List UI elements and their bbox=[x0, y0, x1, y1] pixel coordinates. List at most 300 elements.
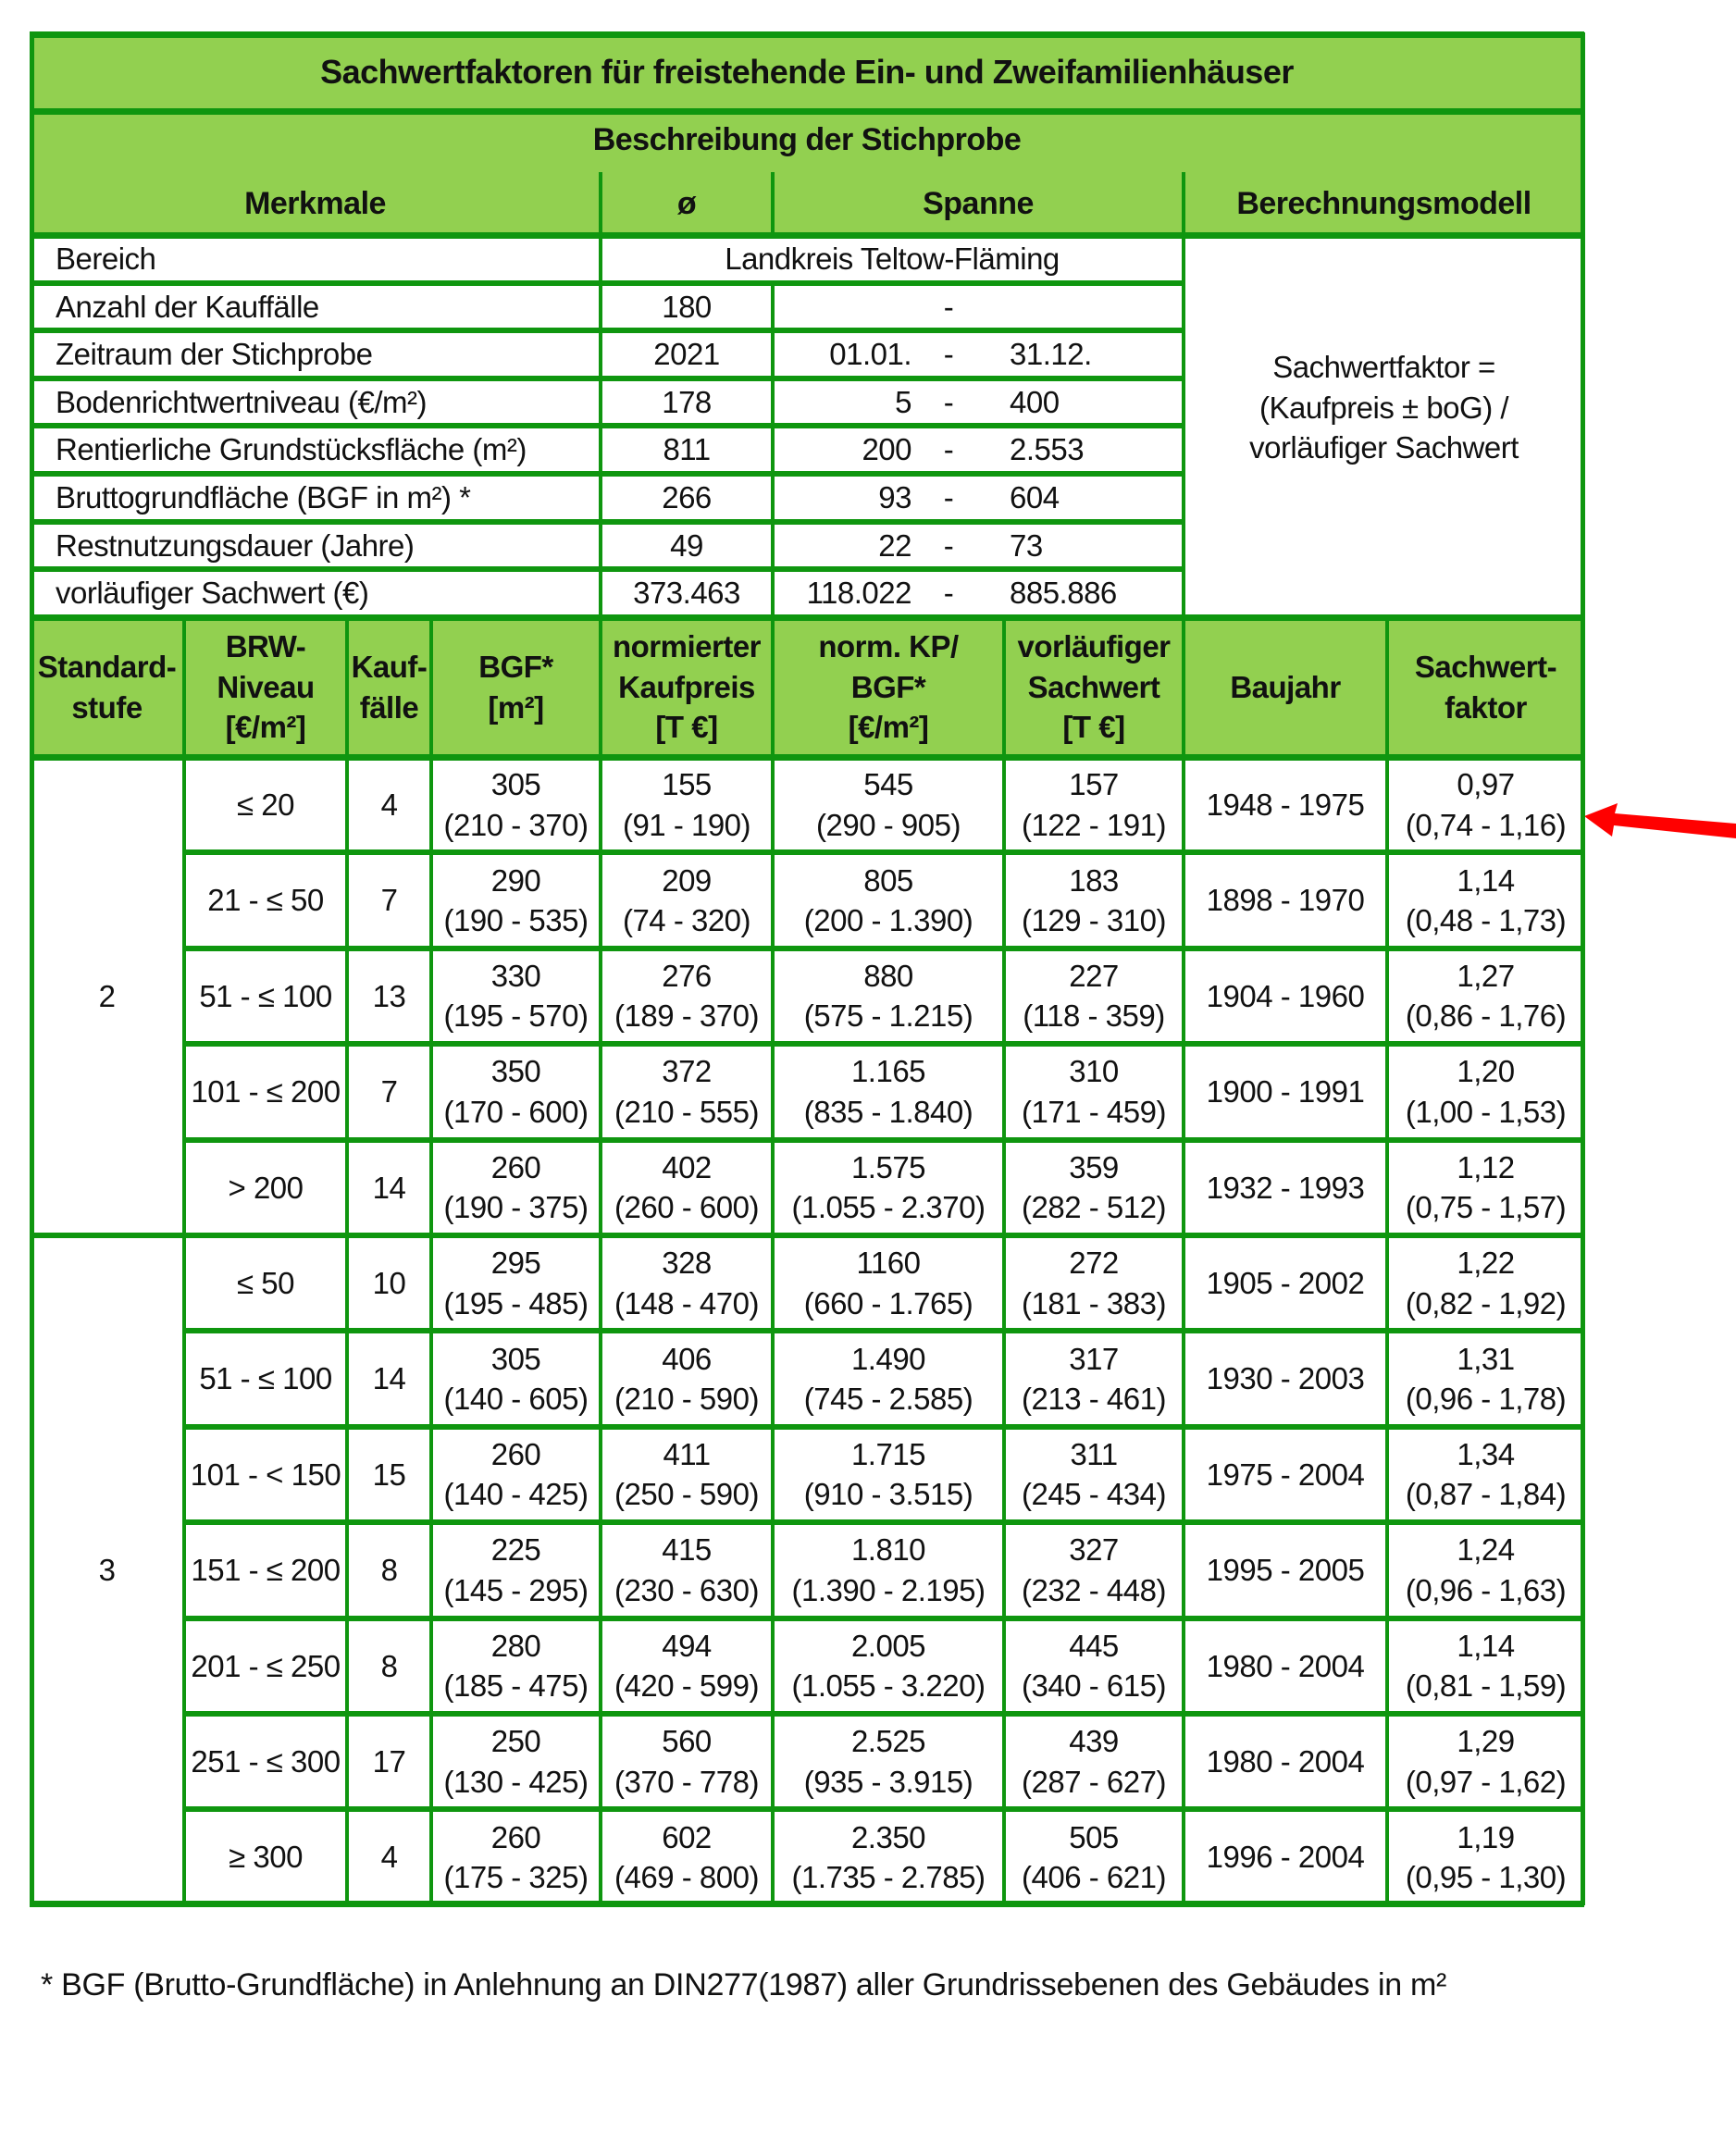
preliminary-value-cell bbox=[1004, 1331, 1184, 1426]
range-separator-text: - bbox=[943, 576, 954, 611]
price-per-bgf-cell bbox=[773, 1714, 1004, 1809]
column-header bbox=[1004, 617, 1184, 757]
sachwert-factor-mean: 1,22 bbox=[1457, 1246, 1515, 1281]
range-to-text: 604 bbox=[1010, 480, 1060, 515]
sample-description-text: Beschreibung der Stichprobe bbox=[592, 121, 1022, 157]
normalized-price-cell bbox=[601, 1714, 773, 1809]
sachwert-factor-cell bbox=[1387, 852, 1584, 948]
sales-count-cell bbox=[347, 1427, 431, 1522]
price-per-bgf-cell bbox=[773, 1331, 1004, 1426]
normalized-price-range: (189 - 370) bbox=[614, 998, 759, 1034]
bgf-cell bbox=[431, 1809, 601, 1904]
normalized-price-range: (250 - 590) bbox=[614, 1477, 759, 1512]
model-formula-line: Sachwertfaktor = bbox=[1272, 350, 1495, 385]
normalized-price-mean: 411 bbox=[663, 1436, 711, 1471]
sample-row-average bbox=[601, 426, 773, 474]
bgf-cell bbox=[431, 1618, 601, 1714]
price-per-bgf-cell bbox=[773, 757, 1004, 852]
range-to-text: 400 bbox=[1010, 384, 1060, 419]
normalized-price-mean: 415 bbox=[662, 1532, 712, 1568]
range-from-text: 22 bbox=[878, 527, 911, 563]
preliminary-value-range: (122 - 191) bbox=[1022, 807, 1166, 842]
column-header-line: [T €] bbox=[655, 710, 718, 745]
bgf-range: (145 - 295) bbox=[443, 1572, 589, 1607]
bgf-mean: 260 bbox=[490, 1819, 541, 1854]
brw-level-value: ≤ 20 bbox=[237, 787, 294, 822]
calculation-model-cell bbox=[1184, 235, 1584, 617]
price-per-bgf-range: (1.390 - 2.195) bbox=[791, 1572, 986, 1607]
grid-line bbox=[599, 617, 602, 1905]
sales-count-cell bbox=[347, 949, 431, 1044]
grid-line bbox=[30, 108, 1584, 115]
header-average bbox=[601, 172, 773, 235]
price-per-bgf-cell bbox=[773, 1235, 1004, 1331]
column-header-line: Niveau bbox=[217, 669, 315, 704]
sample-row-label bbox=[30, 378, 601, 427]
normalized-price-range: (469 - 800) bbox=[614, 1860, 759, 1895]
sachwert-factor-range: (0,82 - 1,92) bbox=[1405, 1285, 1567, 1320]
bgf-mean: 305 bbox=[490, 767, 541, 802]
sample-range-separator bbox=[921, 378, 976, 427]
bgf-range: (195 - 485) bbox=[443, 1285, 589, 1320]
sachwert-factor-mean: 1,24 bbox=[1457, 1532, 1515, 1568]
sachwert-factor-range: (0,95 - 1,30) bbox=[1405, 1860, 1567, 1895]
price-per-bgf-range: (745 - 2.585) bbox=[803, 1382, 973, 1417]
sample-average-text: 373.463 bbox=[633, 576, 740, 611]
brw-level-value: 101 - ≤ 200 bbox=[191, 1074, 341, 1110]
normalized-price-range: (210 - 590) bbox=[614, 1382, 759, 1417]
brw-level-cell bbox=[184, 1809, 347, 1904]
sample-row-label bbox=[30, 235, 601, 283]
grid-line bbox=[30, 519, 1184, 525]
price-per-bgf-range: (660 - 1.765) bbox=[803, 1285, 973, 1320]
brw-level-cell bbox=[184, 1618, 347, 1714]
sachwert-factor-cell bbox=[1387, 1714, 1584, 1809]
brw-level-value: 51 - ≤ 100 bbox=[199, 978, 332, 1013]
bgf-mean: 350 bbox=[490, 1054, 541, 1089]
normalized-price-cell bbox=[601, 1427, 773, 1522]
price-per-bgf-mean: 2.350 bbox=[850, 1819, 926, 1854]
normalized-price-cell bbox=[601, 852, 773, 948]
preliminary-value-range: (406 - 621) bbox=[1022, 1860, 1166, 1895]
sales-count-value: 14 bbox=[372, 1361, 406, 1396]
sachwert-factor-mean: 1,31 bbox=[1457, 1341, 1515, 1376]
normalized-price-cell bbox=[601, 1618, 773, 1714]
sachwert-factor-mean: 1,14 bbox=[1457, 1628, 1515, 1663]
grid-line bbox=[30, 1901, 1584, 1907]
sales-count-value: 7 bbox=[380, 883, 398, 918]
construction-year-cell bbox=[1184, 1714, 1387, 1809]
normalized-price-cell bbox=[601, 1522, 773, 1618]
bgf-mean: 260 bbox=[490, 1436, 541, 1471]
standard-level-value: 3 bbox=[98, 1553, 116, 1588]
price-per-bgf-mean: 805 bbox=[863, 862, 913, 898]
sales-count-value: 13 bbox=[372, 978, 406, 1013]
sales-count-cell bbox=[347, 852, 431, 948]
bgf-cell bbox=[431, 1331, 601, 1426]
header-range bbox=[773, 172, 1184, 235]
sample-row-label bbox=[30, 426, 601, 474]
price-per-bgf-cell bbox=[773, 1809, 1004, 1904]
normalized-price-cell bbox=[601, 949, 773, 1044]
grid-line bbox=[184, 1137, 1584, 1143]
bgf-cell bbox=[431, 1714, 601, 1809]
sachwert-factor-mean: 1,12 bbox=[1457, 1149, 1515, 1184]
preliminary-value-cell bbox=[1004, 852, 1184, 948]
sachwert-factor-mean: 0,97 bbox=[1457, 767, 1515, 802]
construction-year-cell bbox=[1184, 1235, 1387, 1331]
sales-count-cell bbox=[347, 1331, 431, 1426]
sample-label-text: vorläufiger Sachwert (€) bbox=[56, 576, 369, 611]
bgf-cell bbox=[431, 1140, 601, 1235]
sample-row-average bbox=[601, 474, 773, 522]
price-per-bgf-range: (290 - 905) bbox=[816, 807, 961, 842]
sachwert-factor-cell bbox=[1387, 1427, 1584, 1522]
bgf-range: (195 - 570) bbox=[443, 998, 589, 1034]
sample-range-separator bbox=[921, 330, 976, 378]
sample-average-text: 49 bbox=[670, 527, 703, 563]
column-header-line: Sachwert bbox=[1027, 669, 1160, 704]
normalized-price-range: (260 - 600) bbox=[614, 1190, 759, 1225]
sachwert-factor-cell bbox=[1387, 1809, 1584, 1904]
sample-row-label bbox=[30, 283, 601, 331]
brw-level-value: 51 - ≤ 100 bbox=[199, 1361, 332, 1396]
sachwert-factor-mean: 1,27 bbox=[1457, 958, 1515, 993]
range-separator-text: - bbox=[943, 480, 954, 515]
grid-line bbox=[184, 1519, 1584, 1525]
price-per-bgf-range: (575 - 1.215) bbox=[803, 998, 973, 1034]
bgf-range: (130 - 425) bbox=[443, 1764, 589, 1799]
grid-line bbox=[184, 1424, 1584, 1430]
sample-average-text: 2021 bbox=[653, 337, 720, 372]
range-from-text: 5 bbox=[895, 384, 911, 419]
sales-count-cell bbox=[347, 1044, 431, 1139]
price-per-bgf-cell bbox=[773, 1427, 1004, 1522]
construction-year-cell bbox=[1184, 949, 1387, 1044]
sales-count-value: 4 bbox=[380, 1840, 398, 1875]
sample-range-to bbox=[976, 330, 1184, 378]
table-title-text: Sachwertfaktoren für freistehende Ein- und Zweifamilienhäuser bbox=[320, 52, 1294, 91]
sales-count-value: 14 bbox=[372, 1170, 406, 1205]
model-formula-line: vorläufiger Sachwert bbox=[1249, 430, 1519, 465]
sample-range-from bbox=[773, 330, 921, 378]
bgf-range: (185 - 475) bbox=[443, 1668, 589, 1704]
header-average-text: ø bbox=[676, 185, 697, 221]
price-per-bgf-mean: 2.525 bbox=[850, 1724, 926, 1759]
column-header-line: Standard- bbox=[37, 649, 177, 684]
column-header-line: vorläufiger bbox=[1017, 629, 1171, 664]
footnote: * BGF (Brutto-Grundfläche) in Anlehnung an DIN277(1987) aller Grundrissebenen des Gebäudes in m² bbox=[41, 1967, 1447, 2002]
sample-range-from bbox=[773, 474, 921, 522]
brw-level-cell bbox=[184, 949, 347, 1044]
preliminary-value-mean: 272 bbox=[1069, 1246, 1119, 1281]
grid-line bbox=[30, 31, 1584, 38]
normalized-price-mean: 276 bbox=[662, 958, 712, 993]
column-header-line: norm. KP/ bbox=[818, 629, 959, 664]
sample-range-to bbox=[976, 426, 1184, 474]
sample-range-to bbox=[976, 474, 1184, 522]
standard-level-cell bbox=[30, 1235, 184, 1905]
sample-range-to bbox=[976, 378, 1184, 427]
sample-range-from bbox=[773, 522, 921, 570]
normalized-price-mean: 155 bbox=[662, 767, 712, 802]
column-header-line: Sachwert- bbox=[1414, 649, 1557, 684]
price-per-bgf-mean: 880 bbox=[863, 958, 913, 993]
preliminary-value-cell bbox=[1004, 949, 1184, 1044]
header-range-text: Spanne bbox=[923, 185, 1034, 221]
brw-level-cell bbox=[184, 852, 347, 948]
grid-line bbox=[345, 617, 349, 1905]
price-per-bgf-range: (1.735 - 2.785) bbox=[791, 1860, 986, 1895]
brw-level-value: 151 - ≤ 200 bbox=[191, 1553, 341, 1588]
sample-label-text: Bereich bbox=[56, 242, 156, 277]
column-header-line: Baujahr bbox=[1230, 669, 1341, 704]
construction-year-cell bbox=[1184, 1140, 1387, 1235]
standard-level-cell bbox=[30, 757, 184, 1235]
price-per-bgf-mean: 1160 bbox=[856, 1246, 921, 1281]
construction-year-cell bbox=[1184, 757, 1387, 852]
sales-count-cell bbox=[347, 1235, 431, 1331]
sample-label-text: Bruttogrundfläche (BGF in m²) * bbox=[56, 480, 471, 515]
grid-line bbox=[184, 1328, 1584, 1333]
header-features bbox=[30, 172, 601, 235]
sachwert-factor-mean: 1,34 bbox=[1457, 1436, 1515, 1471]
table-title bbox=[30, 32, 1584, 111]
bgf-cell bbox=[431, 949, 601, 1044]
preliminary-value-cell bbox=[1004, 1235, 1184, 1331]
normalized-price-cell bbox=[601, 1140, 773, 1235]
preliminary-value-range: (213 - 461) bbox=[1022, 1382, 1166, 1417]
sample-label-text: Zeitraum der Stichprobe bbox=[56, 337, 373, 372]
construction-year-value: 1975 - 2004 bbox=[1206, 1457, 1365, 1492]
range-separator-text: - bbox=[943, 337, 954, 372]
sample-range-separator bbox=[921, 569, 976, 617]
bgf-mean: 250 bbox=[490, 1724, 541, 1759]
brw-level-value: > 200 bbox=[228, 1170, 304, 1205]
column-header-line: BRW- bbox=[225, 629, 306, 664]
sachwert-factor-cell bbox=[1387, 1044, 1584, 1139]
column-header-line: faktor bbox=[1445, 689, 1527, 725]
header-model bbox=[1184, 172, 1584, 235]
grid-line bbox=[30, 614, 1584, 621]
sachwert-factor-cell bbox=[1387, 1235, 1584, 1331]
sample-average-text: 811 bbox=[663, 432, 711, 467]
brw-level-cell bbox=[184, 1427, 347, 1522]
brw-level-cell bbox=[184, 757, 347, 852]
construction-year-cell bbox=[1184, 1427, 1387, 1522]
header-model-text: Berechnungsmodell bbox=[1236, 185, 1531, 221]
bgf-cell bbox=[431, 1235, 601, 1331]
brw-level-cell bbox=[184, 1714, 347, 1809]
construction-year-value: 1980 - 2004 bbox=[1206, 1648, 1365, 1683]
sample-range-separator bbox=[921, 522, 976, 570]
brw-level-cell bbox=[184, 1235, 347, 1331]
range-separator-text: - bbox=[943, 384, 954, 419]
brw-level-value: ≥ 300 bbox=[229, 1840, 303, 1875]
range-from-text: 01.01. bbox=[829, 337, 911, 372]
grid-line bbox=[1182, 617, 1185, 1905]
sales-count-cell bbox=[347, 1809, 431, 1904]
sales-count-cell bbox=[347, 1522, 431, 1618]
column-header-line: stufe bbox=[71, 689, 143, 725]
column-header-line: fälle bbox=[359, 689, 419, 725]
brw-level-value: 201 - ≤ 250 bbox=[191, 1648, 341, 1683]
grid-line bbox=[184, 1041, 1584, 1047]
bgf-range: (140 - 605) bbox=[443, 1382, 589, 1417]
grid-line bbox=[1182, 172, 1185, 617]
preliminary-value-range: (232 - 448) bbox=[1022, 1572, 1166, 1607]
sample-average-text: 178 bbox=[662, 384, 712, 419]
sachwert-factor-range: (0,74 - 1,16) bbox=[1405, 807, 1567, 842]
preliminary-value-cell bbox=[1004, 1427, 1184, 1522]
construction-year-value: 1932 - 1993 bbox=[1206, 1170, 1365, 1205]
column-header bbox=[30, 617, 184, 757]
column-header-line: BGF* bbox=[478, 649, 553, 684]
sample-range-from bbox=[773, 426, 921, 474]
sachwert-factor-range: (0,87 - 1,84) bbox=[1405, 1477, 1567, 1512]
grid-line bbox=[771, 283, 775, 617]
normalized-price-cell bbox=[601, 1331, 773, 1426]
grid-line bbox=[1002, 617, 1006, 1905]
preliminary-value-cell bbox=[1004, 1714, 1184, 1809]
sample-row-average bbox=[601, 330, 773, 378]
grid-line bbox=[184, 849, 1584, 855]
construction-year-cell bbox=[1184, 1522, 1387, 1618]
construction-year-value: 1948 - 1975 bbox=[1206, 787, 1365, 822]
bgf-cell bbox=[431, 1427, 601, 1522]
sample-row-average bbox=[601, 378, 773, 427]
normalized-price-mean: 560 bbox=[662, 1724, 712, 1759]
sachwert-factor-range: (0,96 - 1,78) bbox=[1405, 1382, 1567, 1417]
price-per-bgf-mean: 2.005 bbox=[850, 1628, 926, 1663]
grid-line bbox=[1581, 32, 1585, 1905]
preliminary-value-cell bbox=[1004, 757, 1184, 852]
bgf-range: (140 - 425) bbox=[443, 1477, 589, 1512]
sales-count-cell bbox=[347, 1140, 431, 1235]
construction-year-value: 1930 - 2003 bbox=[1206, 1361, 1365, 1396]
column-header-line: [m²] bbox=[488, 689, 544, 725]
grid-line bbox=[599, 172, 602, 617]
normalized-price-mean: 402 bbox=[662, 1149, 712, 1184]
normalized-price-cell bbox=[601, 1809, 773, 1904]
sample-row-label bbox=[30, 474, 601, 522]
column-header-line: Kaufpreis bbox=[618, 669, 755, 704]
sachwert-factor-cell bbox=[1387, 1618, 1584, 1714]
construction-year-value: 1980 - 2004 bbox=[1206, 1743, 1365, 1779]
column-header bbox=[601, 617, 773, 757]
sample-row-average bbox=[601, 283, 773, 331]
sales-count-value: 4 bbox=[380, 787, 398, 822]
construction-year-cell bbox=[1184, 1618, 1387, 1714]
preliminary-value-mean: 311 bbox=[1070, 1436, 1118, 1471]
bgf-mean: 290 bbox=[490, 862, 541, 898]
sachwert-factor-range: (0,86 - 1,76) bbox=[1405, 998, 1567, 1034]
bgf-mean: 225 bbox=[490, 1532, 541, 1568]
normalized-price-range: (420 - 599) bbox=[614, 1668, 759, 1704]
sample-range-from bbox=[773, 378, 921, 427]
construction-year-value: 1904 - 1960 bbox=[1206, 978, 1365, 1013]
sample-row-average bbox=[601, 569, 773, 617]
grid-line bbox=[184, 1616, 1584, 1621]
price-per-bgf-mean: 545 bbox=[863, 767, 913, 802]
preliminary-value-mean: 310 bbox=[1069, 1054, 1119, 1089]
bgf-cell bbox=[431, 757, 601, 852]
price-per-bgf-cell bbox=[773, 1140, 1004, 1235]
sample-average-text: 180 bbox=[662, 289, 712, 324]
grid-line bbox=[30, 32, 34, 1905]
price-per-bgf-range: (835 - 1.840) bbox=[803, 1094, 973, 1129]
sample-range-to bbox=[976, 522, 1184, 570]
normalized-price-range: (210 - 555) bbox=[614, 1094, 759, 1129]
grid-line bbox=[30, 328, 1184, 333]
normalized-price-range: (91 - 190) bbox=[622, 807, 751, 842]
column-header-line: [€/m²] bbox=[225, 710, 306, 745]
sachwert-factor-cell bbox=[1387, 1522, 1584, 1618]
sample-description-header bbox=[30, 111, 1584, 168]
price-per-bgf-cell bbox=[773, 1522, 1004, 1618]
price-per-bgf-range: (1.055 - 2.370) bbox=[791, 1190, 986, 1225]
sample-label-text: Bodenrichtwertniveau (€/m²) bbox=[56, 384, 427, 419]
preliminary-value-mean: 183 bbox=[1069, 862, 1119, 898]
construction-year-cell bbox=[1184, 852, 1387, 948]
column-header-line: BGF* bbox=[850, 669, 926, 704]
sample-label-text: Rentierliche Grundstücksfläche (m²) bbox=[56, 432, 527, 467]
construction-year-value: 1995 - 2005 bbox=[1206, 1553, 1365, 1588]
grid-line bbox=[30, 754, 1584, 761]
range-separator-text: - bbox=[943, 527, 954, 563]
sachwert-factor-range: (0,75 - 1,57) bbox=[1405, 1190, 1567, 1225]
column-header-line: [T €] bbox=[1062, 710, 1125, 745]
bgf-mean: 305 bbox=[490, 1341, 541, 1376]
price-per-bgf-mean: 1.165 bbox=[850, 1054, 926, 1089]
range-to-text: 2.553 bbox=[1010, 432, 1085, 467]
preliminary-value-range: (181 - 383) bbox=[1022, 1285, 1166, 1320]
normalized-price-mean: 406 bbox=[662, 1341, 712, 1376]
range-from-text: 200 bbox=[862, 432, 911, 467]
sachwert-factor-range: (0,96 - 1,63) bbox=[1405, 1572, 1567, 1607]
sample-range-to bbox=[976, 283, 1184, 331]
sales-count-cell bbox=[347, 757, 431, 852]
sample-row-average bbox=[601, 522, 773, 570]
range-separator-text: - bbox=[943, 432, 954, 467]
sachwert-factor-cell bbox=[1387, 1331, 1584, 1426]
preliminary-value-mean: 327 bbox=[1069, 1532, 1119, 1568]
sample-range-from bbox=[773, 283, 921, 331]
price-per-bgf-mean: 1.575 bbox=[850, 1149, 926, 1184]
model-formula-line: (Kaufpreis ± boG) / bbox=[1259, 390, 1509, 425]
normalized-price-cell bbox=[601, 1235, 773, 1331]
brw-level-cell bbox=[184, 1140, 347, 1235]
grid-line bbox=[30, 232, 1584, 239]
price-per-bgf-mean: 1.490 bbox=[850, 1341, 926, 1376]
grid-line bbox=[184, 1711, 1584, 1717]
range-to-text: 31.12. bbox=[1010, 337, 1092, 372]
sachwert-factor-cell bbox=[1387, 1140, 1584, 1235]
grid-line bbox=[184, 1806, 1584, 1812]
price-per-bgf-range: (935 - 3.915) bbox=[803, 1764, 973, 1799]
preliminary-value-range: (118 - 359) bbox=[1023, 998, 1165, 1034]
sales-count-value: 10 bbox=[372, 1265, 406, 1300]
preliminary-value-cell bbox=[1004, 1809, 1184, 1904]
price-per-bgf-cell bbox=[773, 852, 1004, 948]
normalized-price-mean: 209 bbox=[662, 862, 712, 898]
sales-count-cell bbox=[347, 1618, 431, 1714]
sachwert-factor-cell bbox=[1387, 949, 1584, 1044]
sachwert-factor-cell bbox=[1387, 757, 1584, 852]
preliminary-value-range: (282 - 512) bbox=[1022, 1190, 1166, 1225]
brw-level-cell bbox=[184, 1331, 347, 1426]
normalized-price-mean: 494 bbox=[662, 1628, 712, 1663]
